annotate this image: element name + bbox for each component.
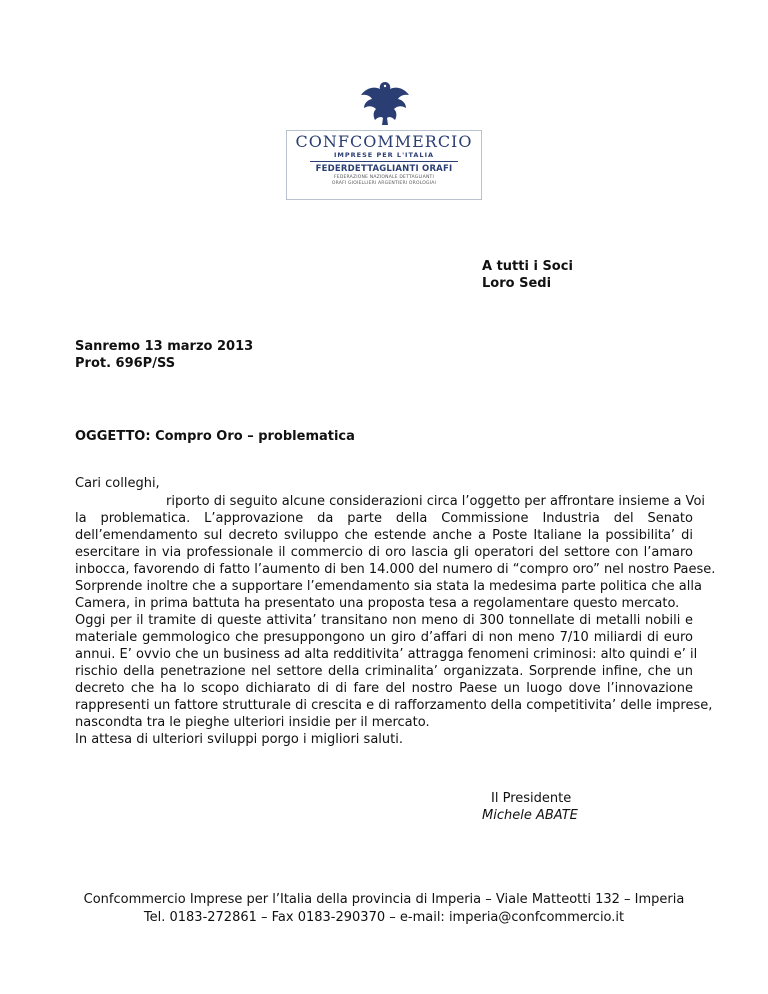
letter-footer (0, 891, 768, 927)
body-line: materiale gemmologico che presuppongono un giro d’affari di non meno 7/10 miliardi di euro (75, 630, 693, 645)
date-block (75, 338, 253, 372)
body-line: In attesa di ulteriori sviluppi porgo i migliori saluti. (75, 732, 403, 747)
body-line: decreto che ha lo scopo dichiarato di di fare del nostro Paese un luogo dove l’innovazione (75, 681, 693, 696)
footer-address: Confcommercio Imprese per l’Italia della provincia di Imperia – Viale Matteotti 132 – Imperia (83, 892, 685, 907)
body-line: Camera, in prima battuta ha presentato una proposta tesa a regolamentare questo mercato. (75, 596, 680, 611)
body-line: rischio della penetrazione nel settore della criminalita’ organizzata. Sorprende infine, che un (75, 664, 693, 679)
logo-federation: FEDERDETTAGLIANTI ORAFI (315, 164, 453, 174)
logo-federation-subtitle (286, 175, 482, 187)
recipient-line: A tutti i Soci (482, 259, 573, 274)
signature-title: Il Presidente (491, 791, 572, 806)
body-line: Oggi per il tramite di queste attivita’ transitano non meno di 300 tonnellate di metalli nobili e (75, 613, 693, 628)
footer-contacts: Tel. 0183-272861 – Fax 0183-290370 – e-mail: imperia@confcommercio.it (143, 910, 625, 925)
body-line: rappresenti un fattore strutturale di crescita e di rafforzamento della competitivita’ delle imprese, (75, 698, 713, 713)
body-line: inbocca, favorendo di fatto l’aumento di ben 14.000 del numero di “compro oro” nel nostro Paese. (75, 562, 716, 577)
body-line: dell’emendamento sul decreto sviluppo che estende anche a Poste Italiane la possibilita’ di (75, 528, 693, 543)
body-line: esercitare in via professionale il commercio di oro lascia gli operatori del settore con l’amaro (75, 545, 693, 560)
body-line: riporto di seguito alcune considerazioni circa l’oggetto per affrontare insieme a Voi (166, 494, 706, 509)
body-line: Sorprende inoltre che a supportare l’emendamento sia stata la medesima parte politica che alla (75, 579, 702, 594)
logo-brand: CONFCOMMERCIO (295, 132, 473, 151)
body-line: annui. E’ ovvio che un business ad alta redditivita’ attragga fenomeni criminosi: alto quindi e’ il (75, 647, 698, 662)
body-line: nascondta tra le pieghe ulteriori insidie per il mercato. (75, 715, 430, 730)
signature-name: Michele ABATE (482, 808, 578, 823)
recipient-block (482, 258, 573, 292)
logo-brand-subtitle: IMPRESE PER L'ITALIA (333, 151, 435, 159)
letter-date: Sanremo 13 marzo 2013 (75, 339, 254, 354)
eagle-icon (358, 78, 412, 128)
recipient-line: Loro Sedi (482, 276, 552, 291)
logo-divider (310, 161, 458, 162)
greeting: Cari colleghi, (75, 476, 160, 491)
confcommercio-logo (286, 78, 482, 200)
logo-federation-subtitle-line2: ORAFI GIOIELLIERI ARGENTIERI OROLOGIAI (331, 181, 437, 186)
letter-subject: OGGETTO: Compro Oro – problematica (75, 429, 355, 444)
logo-federation-subtitle-line1: FEDERAZIONE NAZIONALE DETTAGLIANTI (334, 175, 434, 180)
protocol-number: Prot. 696P/SS (75, 356, 176, 371)
body-line: la problematica. L’approvazione da parte della Commissione Industria del Senato (75, 511, 693, 526)
